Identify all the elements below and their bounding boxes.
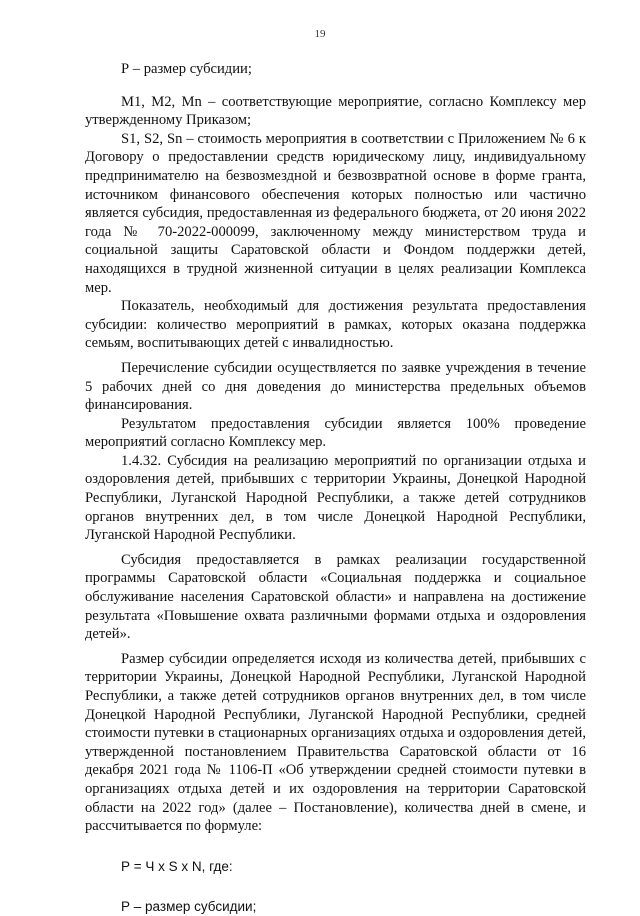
paragraph-cost: S1, S2, Sn – стоимость мероприятия в соответствии с Приложением № 6 к Договору о предоставлении средств юридическому лицу, индивидуальному предпринимателю на безвозмездной и безвозвратной основе в форме гранта, источником финансового обеспечения которых полностью или частично является субсидия, предоставленная из федерального бюджета, от 20 июня 2022 года № 70-2022-000099, заключенному между министерством труда и социальной защиты Саратовской области и Фондом поддержки детей, находящихся в трудной жизненной ситуации в целях реализации Комплекса мер. xyxy=(85,130,586,296)
paragraph-transfer: Перечисление субсидии осуществляется по заявке учреждения в течение 5 рабочих дней со дня доведения до министерства предельных объемов финансирования. xyxy=(85,359,586,414)
paragraph-result: Результатом предоставления субсидии является 100% проведение мероприятий согласно Комплексу мер. xyxy=(85,415,586,451)
page-number: 19 xyxy=(314,28,326,40)
paragraph-measures: M1, М2, Мn – соответствующие мероприятие, согласно Комплексу мер утвержденному Приказом; xyxy=(85,93,586,129)
paragraph-subsidy-size-2: Р – размер субсидии; xyxy=(121,898,257,914)
paragraph-section-1-4-32: 1.4.32. Субсидия на реализацию мероприятий по организации отдыха и оздоровления детей, прибывших с территории Украины, Донецкой Народной Республики, Луганской Народной Республики, а также детей сотрудников органов внутренних дел, в том числе Донецкой Народной Республики, Луганской Народной Республики. xyxy=(85,452,586,544)
paragraph-calculation: Размер субсидии определяется исходя из количества детей, прибывших с территории Украины, Донецкой Народной Республики, Луганской Народной Республики, а также детей сотрудников органов внутренних дел, в том числе Донецкой Народной Республики, Луганской Народной Республики, средней стоимости путевки в стационарных организациях отдыха и оздоровления детей, утвержденной постановлением Правительства Саратовской области от 16 декабря 2021 года № 1106-П «Об утверждении средней стоимости путевки в организациях отдыха детей и их оздоровления на территории Саратовской области на 2022 год» (далее – Постановление), количества дней в смене, и рассчитывается по формуле: xyxy=(85,650,586,835)
formula: Р = Ч х S х N, где: xyxy=(121,858,233,874)
paragraph-subsidy-size: Р – размер субсидии; xyxy=(121,61,252,77)
paragraph-program: Субсидия предоставляется в рамках реализации государственной программы Саратовской области «Социальная поддержка и социальное обслуживание населения Саратовской области» и направлена на достижение результата «Повышение охвата различными формами отдыха и оздоровления детей». xyxy=(85,551,586,643)
paragraph-indicator: Показатель, необходимый для достижения результата предоставления субсидии: количество мероприятий в рамках, которых оказана поддержка семьям, воспитывающих детей с инвалидностью. xyxy=(85,298,586,352)
